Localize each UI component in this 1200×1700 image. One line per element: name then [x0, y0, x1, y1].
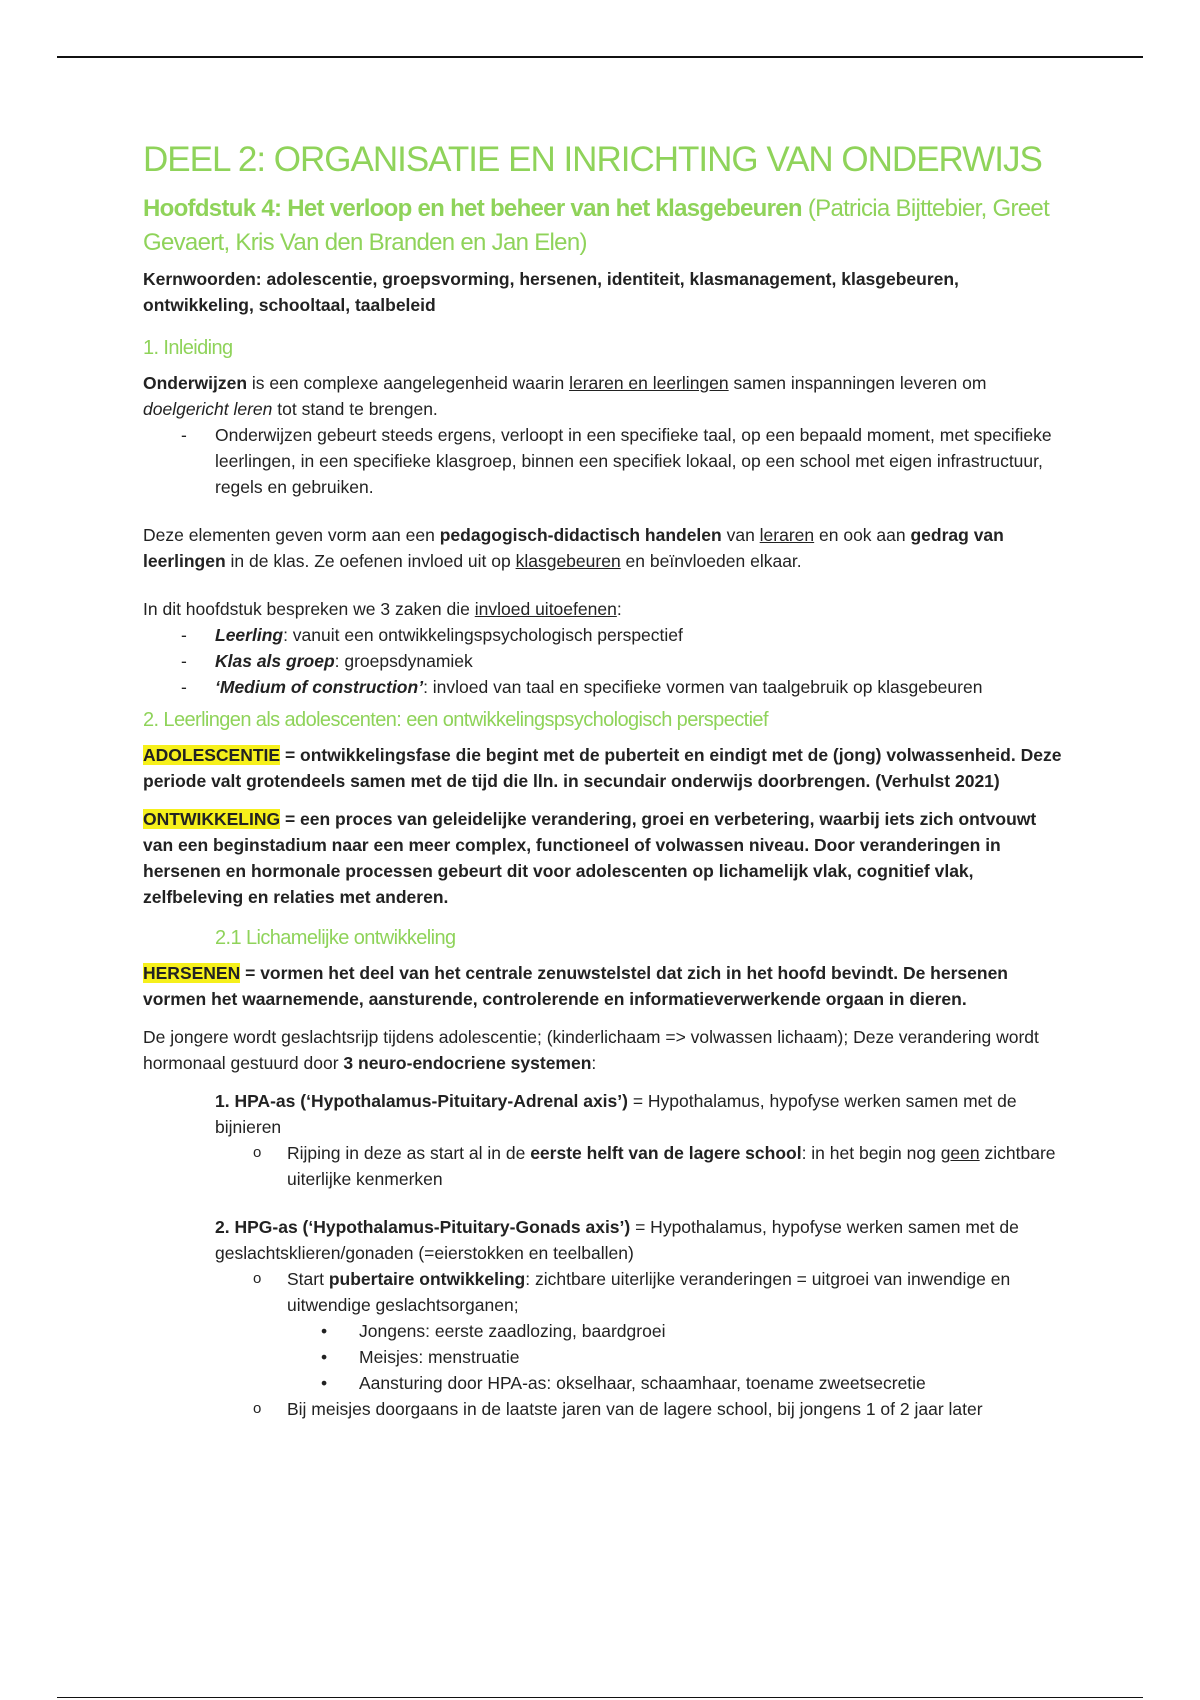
bold-text: eerste helft van de lagere school	[530, 1143, 802, 1163]
text: is een complexe aangelegenheid waarin	[247, 373, 570, 393]
chapter-heading	[143, 192, 1063, 260]
text: Rijping in deze as start al in de	[287, 1143, 531, 1163]
definition-text: = ontwikkelingsfase die begint met de puberteit en eindigt met de (jong) volwassenheid. Deze periode valt grotendeels samen met de tijd die lln. in secundair onderwijs doorbrengen. (Verhulst 2021)	[143, 745, 1062, 791]
list-term: Klas als groep	[215, 651, 335, 671]
underlined-text: geen	[940, 1143, 980, 1163]
bold-text: pedagogisch-didactisch handelen	[439, 525, 722, 545]
definition-hersenen	[143, 960, 1063, 1012]
hpg-axis-item	[215, 1214, 1063, 1266]
list-text: : invloed van taal en specifieke vormen van taalgebruik op klasgebeuren	[423, 677, 983, 697]
list-text: : vanuit een ontwikkelingspsychologisch perspectief	[283, 625, 683, 645]
paragraph-invloed	[143, 596, 1063, 622]
chapter-title: Hoofdstuk 4: Het verloop en het beheer van het klasgebeuren	[143, 195, 802, 222]
highlighted-term: ADOLESCENTIE	[143, 745, 281, 765]
bullet-item: • Meisjes: menstruatie	[287, 1344, 1063, 1370]
text: Start	[287, 1269, 329, 1289]
underlined-text: klasgebeuren	[515, 551, 621, 571]
hpg-sublist	[143, 1266, 1063, 1422]
bullet-item: • Aansturing door HPA-as: okselhaar, schaamhaar, toename zweetsecretie	[287, 1370, 1063, 1396]
definition-adolescentie	[143, 742, 1063, 794]
text: en ook aan	[814, 525, 911, 545]
hpa-axis-item	[215, 1088, 1063, 1140]
definition-ontwikkeling	[143, 806, 1063, 910]
list-item	[143, 1266, 1063, 1396]
subsection-heading-lichamelijk: 2.1 Lichamelijke ontwikkeling	[215, 927, 456, 949]
text: De jongere wordt geslachtsrijp tijdens adolescentie; (kinderlichaam => volwassen lichaam); Deze verandering wordt hormonaal gestuurd door	[143, 1027, 1039, 1073]
highlighted-term: ONTWIKKELING	[143, 809, 281, 829]
text: :	[616, 599, 622, 619]
bullet-item: • Jongens: eerste zaadlozing, baardgroei	[287, 1318, 1063, 1344]
underlined-text: invloed uitoefenen	[474, 599, 617, 619]
text: samen inspanningen leveren om	[728, 373, 987, 393]
bold-text: 3 neuro-endocriene systemen	[343, 1053, 592, 1073]
underlined-text: leraren en leerlingen	[569, 373, 729, 393]
list-item: - Onderwijzen gebeurt steeds ergens, verloopt in een specifieke taal, op een bepaald moment, met specifieke leerlingen, in een specifieke klasgroep, binnen een specifiek lokaal, op een school met eigen infrastructuur, regels en gebruiken.	[143, 422, 1063, 500]
text: tot stand te brengen.	[272, 399, 438, 419]
text: van	[721, 525, 760, 545]
section-heading-inleiding: 1. Inleiding	[143, 337, 233, 359]
definition-text: = een proces van geleidelijke verandering, groei en verbetering, waarbij iets zich ontvouwt van een beginstadium naar een meer complex, functioneel of volwassen niveau. Door veranderingen in hersenen en hormonale processen gebeurt dit voor adolescenten op lichamelijk vlak, cognitief vlak, zelfbeleving en relaties met anderen.	[143, 809, 1037, 907]
text: : in het begin nog	[801, 1143, 941, 1163]
list-item	[143, 648, 1063, 674]
bullet-list	[287, 1318, 1063, 1396]
text: : zichtbare uiterlijke veranderingen = uitgroei van inwendige en uitwendige geslachtsorganen;	[287, 1269, 1011, 1315]
footer-rule	[57, 1697, 1143, 1698]
influence-list	[143, 622, 1063, 700]
axis-title: 1. HPA-as (‘Hypothalamus-Pituitary-Adrenal axis’)	[215, 1091, 628, 1111]
list-term: ‘Medium of construction’	[215, 677, 424, 697]
document-body	[143, 140, 1063, 1422]
paragraph-geslachtsrijp	[143, 1024, 1063, 1076]
text: zichtbare uiterlijke kenmerken	[287, 1143, 1056, 1189]
axis-text: = Hypothalamus, hypofyse werken samen met de bijnieren	[215, 1091, 1017, 1137]
term-onderwijzen: Onderwijzen	[143, 373, 248, 393]
list-item	[143, 1140, 1063, 1192]
paragraph-elementen	[143, 522, 1063, 574]
underlined-text: leraren	[759, 525, 815, 545]
text: in de klas. Ze oefenen invloed uit op	[225, 551, 516, 571]
paragraph-onderwijzen	[143, 370, 1063, 422]
list-item: o Bij meisjes doorgaans in de laatste jaren van de lagere school, bij jongens 1 of 2 jaar later	[143, 1396, 1063, 1422]
bold-text: gedrag van leerlingen	[143, 525, 1004, 571]
definition-text: = vormen het deel van het centrale zenuwstelstel dat zich in het hoofd bevindt. De hersenen vormen het waarnemende, aansturende, controlerende en informatieverwerkende orgaan in dieren.	[143, 963, 1008, 1009]
section-heading-adolescenten: 2. Leerlingen als adolescenten: een ontwikkelingspsychologisch perspectief	[143, 709, 768, 731]
keywords: Kernwoorden: adolescentie, groepsvorming, hersenen, identiteit, klasmanagement, klasgebeuren, ontwikkeling, schooltaal, taalbeleid	[143, 269, 959, 315]
text: In dit hoofdstuk bespreken we 3 zaken die	[143, 599, 475, 619]
axis-text: = Hypothalamus, hypofyse werken samen met de geslachtsklieren/gonaden (=eierstokken en teelballen)	[215, 1217, 1019, 1263]
text: :	[591, 1053, 597, 1073]
text: Deze elementen geven vorm aan een	[143, 525, 440, 545]
list-text: : groepsdynamiek	[334, 651, 473, 671]
highlighted-term: HERSENEN	[143, 963, 241, 983]
text: en beïnvloeden elkaar.	[620, 551, 802, 571]
page-title: DEEL 2: ORGANISATIE EN INRICHTING VAN ONDERWIJS	[143, 140, 1042, 179]
dash-list	[143, 422, 1063, 500]
header-rule	[57, 56, 1143, 58]
axis-title: 2. HPG-as (‘Hypothalamus-Pituitary-Gonads axis’)	[215, 1217, 631, 1237]
list-term: Leerling	[215, 625, 284, 645]
list-item	[143, 622, 1063, 648]
hpa-sublist	[143, 1140, 1063, 1192]
italic-text: doelgericht leren	[143, 399, 273, 419]
chapter-authors: (Patricia Bijttebier, Greet Gevaert, Kris Van den Branden en Jan Elen)	[143, 195, 1050, 256]
bold-text: pubertaire ontwikkeling	[328, 1269, 526, 1289]
list-item	[143, 674, 1063, 700]
